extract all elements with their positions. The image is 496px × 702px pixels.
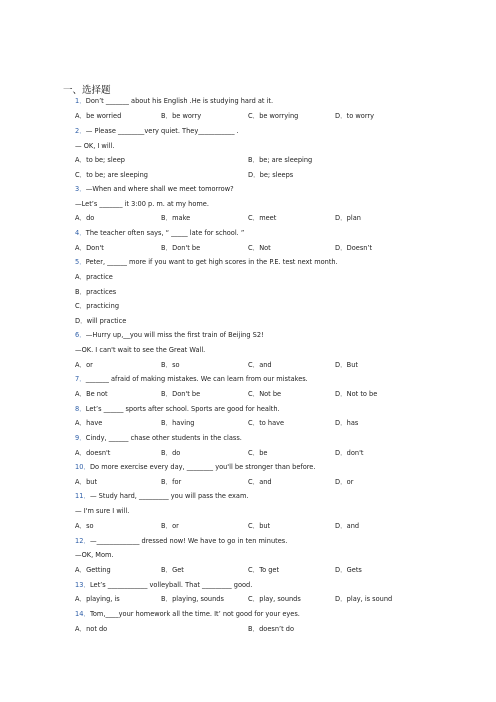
option-b[interactable]: B．doesn’t do <box>248 625 295 633</box>
question-8: 8．Let’s ______ sports after school. Sports are good for health. <box>75 405 280 413</box>
question-2: 2．— Please ________very quiet. They___________ . <box>75 127 239 135</box>
option-b[interactable]: B．Get <box>161 566 184 574</box>
option-a[interactable]: A．Be not <box>75 390 108 398</box>
question-12-extra: —OK, Mom. <box>75 551 114 559</box>
option-a[interactable]: A．not do <box>75 625 108 633</box>
option-b[interactable]: B．be worry <box>161 112 202 120</box>
option-a[interactable]: A．or <box>75 361 93 369</box>
option-b[interactable]: B．so <box>161 361 180 369</box>
question-6-extra: —OK. I can't wait to see the Great Wall. <box>75 346 206 354</box>
option-b[interactable]: B．for <box>161 478 182 486</box>
option-a[interactable]: A．be worried <box>75 112 122 120</box>
option-c[interactable]: C．To get <box>248 566 280 574</box>
option-c[interactable]: C．and <box>248 361 272 369</box>
option-d[interactable]: D．don't <box>335 449 364 457</box>
question-14: 14．Tom,____your homework all the time. It’ not good for your eyes. <box>75 610 300 618</box>
option-a[interactable]: A．practice <box>75 273 113 281</box>
option-c[interactable]: C．to have <box>248 419 285 427</box>
option-b[interactable]: B．Don't be <box>161 390 201 398</box>
question-3: 3．—When and where shall we meet tomorrow? <box>75 185 234 193</box>
question-5: 5．Peter, ______ more if you want to get high scores in the P.E. test next month. <box>75 258 338 266</box>
option-d[interactable]: D．play, is sound <box>335 595 393 603</box>
option-c[interactable]: C．play, sounds <box>248 595 301 603</box>
option-d[interactable]: D．be; sleeps <box>248 171 294 179</box>
option-a[interactable]: A．Getting <box>75 566 111 574</box>
option-d[interactable]: D．plan <box>335 214 361 222</box>
option-c[interactable]: C．Not <box>248 244 271 252</box>
option-b[interactable]: B．having <box>161 419 195 427</box>
option-a[interactable]: A．doesn't <box>75 449 111 457</box>
option-a[interactable]: A．playing, is <box>75 595 120 603</box>
option-d[interactable]: D．Gets <box>335 566 362 574</box>
question-6: 6．—Hurry up,__you will miss the first train of Beijing S2! <box>75 331 264 339</box>
question-10: 10．Do more exercise every day, ________ you'll be stronger than before. <box>75 463 316 471</box>
section-title: 一、选择题 <box>63 85 111 96</box>
option-b[interactable]: B．do <box>161 449 181 457</box>
option-d[interactable]: D．Not to be <box>335 390 378 398</box>
option-c[interactable]: C．meet <box>248 214 277 222</box>
option-a[interactable]: A．to be; sleep <box>75 156 125 164</box>
option-c[interactable]: C．Not be <box>248 390 282 398</box>
option-c[interactable]: C．to be; are sleeping <box>75 171 148 179</box>
question-11-extra: — I'm sure I will. <box>75 507 130 515</box>
question-11: 11．— Study hard, _________ you will pass the exam. <box>75 492 249 500</box>
option-b[interactable]: B．playing, sounds <box>161 595 224 603</box>
question-4: 4．The teacher often says, “ _____ late for school. ” <box>75 229 245 237</box>
option-b[interactable]: B．Don't be <box>161 244 201 252</box>
option-d[interactable]: D．Doesn’t <box>335 244 373 252</box>
option-d[interactable]: D．or <box>335 478 354 486</box>
option-c[interactable]: C．be worrying <box>248 112 299 120</box>
option-d[interactable]: D．and <box>335 522 360 530</box>
option-d[interactable]: D．will practice <box>75 317 127 325</box>
option-a[interactable]: A．so <box>75 522 94 530</box>
question-2-extra: — OK, I will. <box>75 142 115 150</box>
option-a[interactable]: A．do <box>75 214 95 222</box>
question-3-extra: —Let’s _______ it 3:00 p. m. at my home. <box>75 200 209 208</box>
option-c[interactable]: C．and <box>248 478 272 486</box>
option-c[interactable]: C．be <box>248 449 268 457</box>
option-d[interactable]: D．But <box>335 361 358 369</box>
option-b[interactable]: B．practices <box>75 288 117 296</box>
option-d[interactable]: D．to worry <box>335 112 375 120</box>
option-c[interactable]: C．but <box>248 522 271 530</box>
question-1: 1．Don’t _______ about his English .He is studying hard at it. <box>75 97 274 105</box>
option-d[interactable]: D．has <box>335 419 359 427</box>
question-12: 12．—_____________ dressed now! We have to go in ten minutes. <box>75 537 288 545</box>
question-9: 9．Cindy, ______ chase other students in the class. <box>75 434 242 442</box>
option-b[interactable]: B．be; are sleeping <box>248 156 313 164</box>
question-7: 7．_______ afraid of making mistakes. We can learn from our mistakes. <box>75 375 308 383</box>
question-13: 13．Let’s ____________ volleyball. That _________ good. <box>75 581 253 589</box>
option-a[interactable]: A．Don't <box>75 244 104 252</box>
option-a[interactable]: A．have <box>75 419 103 427</box>
option-b[interactable]: B．make <box>161 214 191 222</box>
option-a[interactable]: A．but <box>75 478 98 486</box>
option-b[interactable]: B．or <box>161 522 179 530</box>
option-c[interactable]: C．practicing <box>75 302 119 310</box>
